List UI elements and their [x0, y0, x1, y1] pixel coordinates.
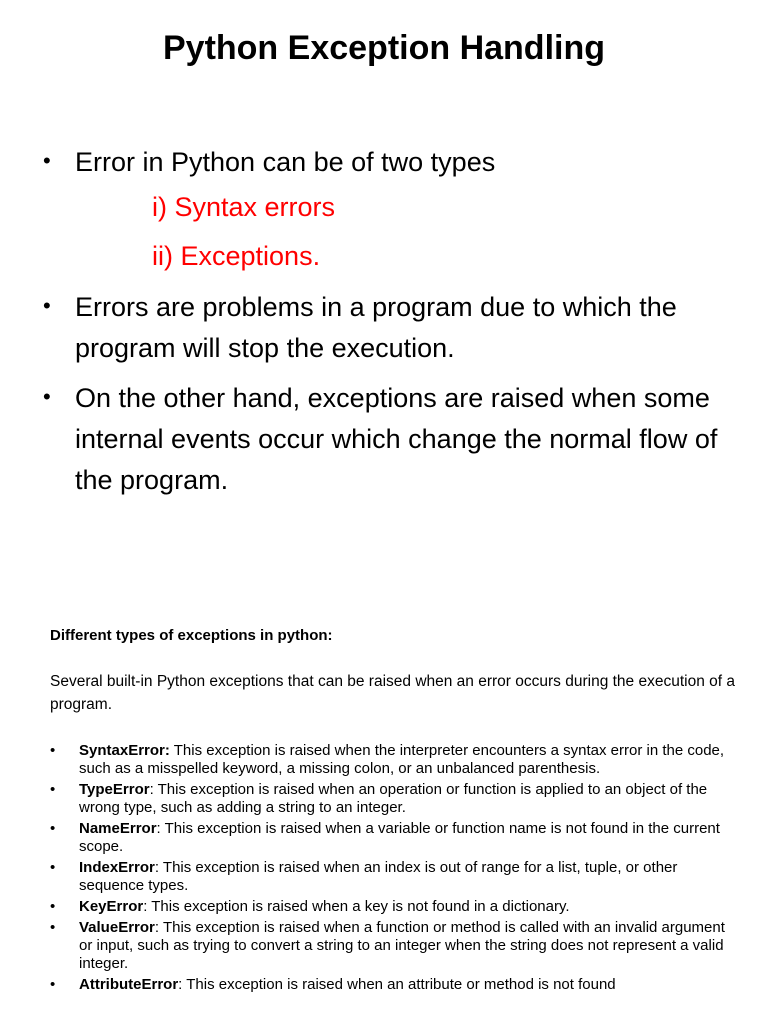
intro-paragraph: Several built-in Python exceptions that can be raised when an error occurs during the execution of a program.	[50, 673, 735, 713]
exception-description: : This exception is raised when an attribute or method is not found	[178, 976, 616, 993]
section-heading: Different types of exceptions in python:	[50, 627, 333, 644]
bullet-text: On the other hand, exceptions are raised when some internal events occur which change the normal flow of the program.	[75, 383, 718, 495]
list-item	[50, 919, 740, 973]
bullet-dot-icon: •	[50, 976, 56, 993]
bullet-dot-icon: •	[50, 742, 56, 759]
exception-list	[50, 742, 740, 997]
bullet-dot-icon: •	[43, 384, 51, 409]
bullet-dot-icon: •	[50, 781, 56, 798]
bullet-errors-definition	[40, 287, 740, 369]
exception-description: : This exception is raised when an operation or function is applied to an object of the wrong type, such as adding a string to an integer.	[79, 781, 708, 816]
exception-name: SyntaxError:	[79, 742, 170, 759]
bullet-error-types	[40, 142, 740, 281]
bullet-exceptions-definition	[40, 378, 740, 501]
list-item	[50, 898, 740, 916]
bullet-dot-icon: •	[50, 820, 56, 837]
bullet-dot-icon: •	[43, 293, 51, 318]
exception-name: IndexError	[79, 859, 155, 876]
bullet-text: Errors are problems in a program due to which the program will stop the execution.	[75, 292, 677, 363]
exception-name: ValueError	[79, 919, 155, 936]
sub-item-exceptions: ii) Exceptions.	[152, 241, 321, 271]
bullet-dot-icon: •	[43, 148, 51, 173]
list-item	[50, 820, 740, 856]
list-item	[50, 781, 740, 817]
list-item	[50, 976, 740, 994]
exception-description: : This exception is raised when an index is out of range for a list, tuple, or other sequence types.	[79, 859, 678, 894]
slide-title: Python Exception Handling	[162, 29, 606, 67]
bullet-dot-icon: •	[50, 898, 56, 915]
exception-name: KeyError	[79, 898, 144, 915]
exception-description: This exception is raised when the interpreter encounters a syntax error in the code, such as a misspelled keyword, a missing colon, or an unbalanced parenthesis.	[79, 742, 725, 777]
bullet-dot-icon: •	[50, 859, 56, 876]
exception-description: : This exception is raised when a function or method is called with an invalid argument or input, such as trying to convert a string to an integer when the string does not represent a valid integer.	[79, 919, 725, 972]
sub-item-syntax-errors: i) Syntax errors	[152, 192, 336, 222]
exception-name: AttributeError	[79, 976, 179, 993]
bullet-dot-icon: •	[50, 919, 56, 936]
exception-name: TypeError	[79, 781, 150, 798]
list-item	[50, 859, 740, 895]
main-bullet-list	[40, 142, 740, 501]
list-item	[50, 742, 740, 778]
exception-description: : This exception is raised when a variable or function name is not found in the current scope.	[79, 820, 720, 855]
exception-description: : This exception is raised when a key is not found in a dictionary.	[143, 898, 570, 915]
bullet-text: Error in Python can be of two types	[75, 147, 496, 177]
exception-name: NameError	[79, 820, 157, 837]
